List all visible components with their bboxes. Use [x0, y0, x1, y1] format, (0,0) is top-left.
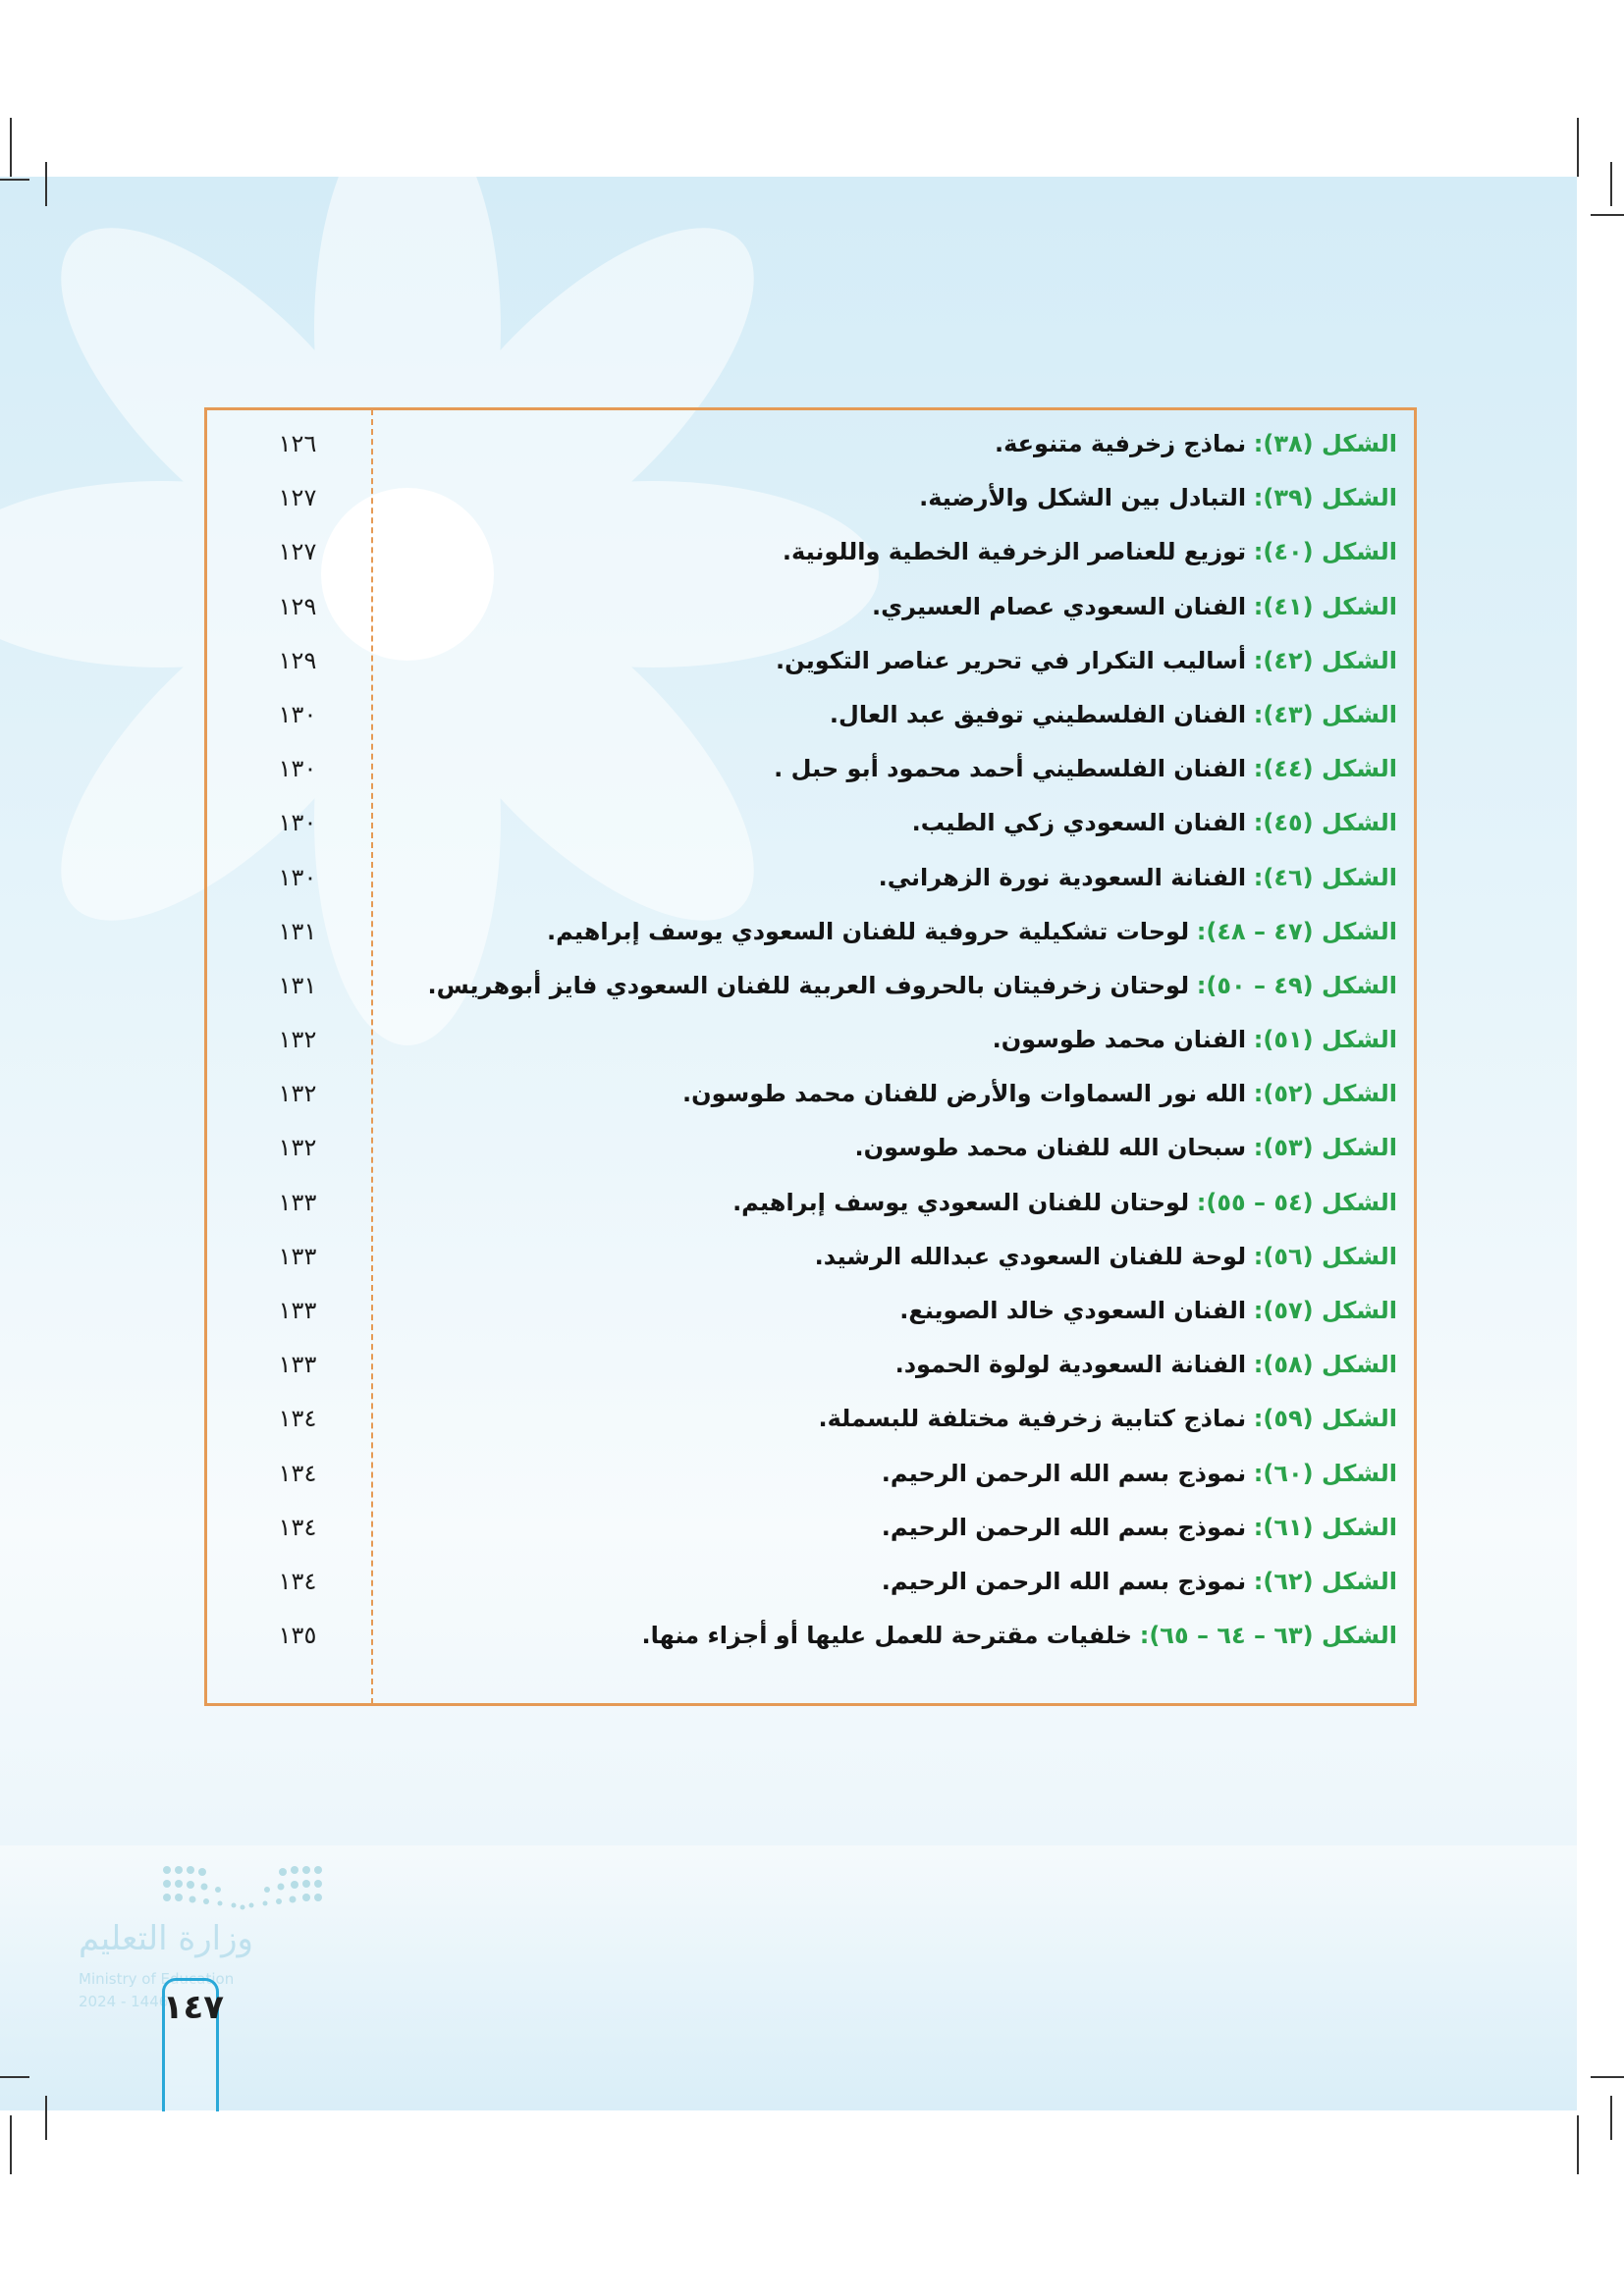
index-entry — [204, 1126, 1417, 1180]
figure-label: الشكل (٥٣): — [1253, 1134, 1397, 1162]
figure-page-number: ١٢٧ — [278, 484, 317, 512]
figure-label: الشكل (٤٢): — [1253, 646, 1397, 674]
index-entry — [204, 1614, 1417, 1668]
figure-description: سبحان الله للفنان محمد طوسون. — [854, 1134, 1247, 1162]
figure-label: الشكل (٦٣ – ٦٤ – ٦٥): — [1139, 1622, 1397, 1650]
figure-description: نماذج زخرفية متنوعة. — [994, 430, 1247, 457]
crop-mark — [10, 2115, 12, 2174]
figure-label: الشكل (٣٨): — [1253, 430, 1397, 457]
figure-description: التبادل بين الشكل والأرضية. — [919, 484, 1247, 512]
figure-description: نموذج بسم الله الرحمن الرحيم. — [881, 1567, 1247, 1595]
figure-page-number: ١٣٤ — [278, 1459, 317, 1487]
index-entry — [204, 1343, 1417, 1397]
index-entry — [204, 910, 1417, 964]
figure-label: الشكل (٦١): — [1253, 1513, 1397, 1541]
figure-description: الفنانة السعودية نورة الزهراني. — [878, 863, 1247, 891]
index-entry — [204, 1018, 1417, 1072]
figure-page-number: ١٣٢ — [278, 1134, 317, 1162]
figure-label: الشكل (٤٦): — [1253, 863, 1397, 891]
figure-description: أساليب التكرار في تحرير عناصر التكوين. — [776, 646, 1247, 674]
figure-description: لوحة للفنان السعودي عبدالله الرشيد. — [814, 1242, 1247, 1270]
figure-page-number: ١٣٤ — [278, 1567, 317, 1595]
index-entry — [204, 585, 1417, 639]
figure-label: الشكل (٤١): — [1253, 592, 1397, 620]
figure-description: الفنانة السعودية لولوة الحمود. — [894, 1351, 1247, 1379]
crop-mark — [0, 2076, 29, 2078]
page-number: ١٤٧ — [162, 1988, 224, 2027]
ministry-name-english: Ministry of Education — [79, 1970, 235, 1988]
figure-page-number: ١٢٧ — [278, 538, 317, 566]
figure-page-number: ١٣٣ — [278, 1297, 317, 1324]
figure-page-number: ١٣٣ — [278, 1242, 317, 1270]
figure-description: لوحتان زخرفيتان بالحروف العربية للفنان السعودي فايز أبوهريس. — [427, 971, 1190, 999]
index-entry — [204, 1289, 1417, 1343]
figure-description: خلفيات مقترحة للعمل عليها أو أجزاء منها. — [641, 1622, 1133, 1650]
figure-page-number: ١٣٢ — [278, 1080, 317, 1108]
crop-mark — [10, 118, 12, 177]
figure-description: نموذج بسم الله الرحمن الرحيم. — [881, 1459, 1247, 1487]
figures-index-list — [204, 422, 1417, 1668]
figure-label: الشكل (٥١): — [1253, 1026, 1397, 1054]
figure-label: الشكل (٥٨): — [1253, 1351, 1397, 1379]
figure-description: الفنان السعودي خالد الصوينع. — [899, 1297, 1247, 1324]
figure-description: توزيع للعناصر الزخرفية الخطية واللونية. — [782, 538, 1247, 566]
figure-description: الفنان الفلسطيني أحمد محمود أبو حبل . — [774, 755, 1247, 783]
figure-description: لوحتان للفنان السعودي يوسف إبراهيم. — [732, 1188, 1190, 1216]
index-entry — [204, 530, 1417, 584]
crop-mark — [45, 162, 47, 206]
index-entry — [204, 476, 1417, 530]
figure-page-number: ١٢٩ — [278, 646, 317, 674]
crop-mark — [1591, 214, 1624, 216]
figure-description: نموذج بسم الله الرحمن الرحيم. — [881, 1513, 1247, 1541]
index-entry — [204, 801, 1417, 855]
index-entry — [204, 856, 1417, 910]
crop-mark — [1610, 2096, 1612, 2140]
figure-page-number: ١٣٤ — [278, 1405, 317, 1433]
figure-description: نماذج كتابية زخرفية مختلفة للبسملة. — [818, 1405, 1247, 1433]
ministry-name-arabic: وزارة التعليم — [79, 1919, 253, 1958]
crop-mark — [45, 2096, 47, 2140]
index-entry — [204, 1181, 1417, 1235]
crop-mark — [1591, 2076, 1624, 2078]
figure-label: الشكل (٥٩): — [1253, 1405, 1397, 1433]
figure-label: الشكل (٣٩): — [1253, 484, 1397, 512]
figure-label: الشكل (٥٦): — [1253, 1242, 1397, 1270]
figure-page-number: ١٣٣ — [278, 1351, 317, 1379]
figure-page-number: ١٣٢ — [278, 1026, 317, 1054]
figure-description: الفنان السعودي زكي الطيب. — [911, 809, 1247, 837]
figure-page-number: ١٣٠ — [278, 863, 317, 891]
figure-page-number: ١٣٣ — [278, 1188, 317, 1216]
edition-year: 2024 - 1446 — [79, 1993, 169, 2010]
figure-page-number: ١٣٥ — [278, 1622, 317, 1650]
figure-page-number: ١٣١ — [278, 917, 317, 945]
figure-description: الله نور السماوات والأرض للفنان محمد طوسون. — [681, 1080, 1247, 1108]
index-entry — [204, 1397, 1417, 1451]
crop-mark — [1577, 118, 1579, 177]
figure-page-number: ١٣٠ — [278, 700, 317, 728]
logo-dots-icon — [159, 1860, 326, 1919]
index-entry — [204, 639, 1417, 693]
figure-label: الشكل (٦٠): — [1253, 1459, 1397, 1487]
index-entry — [204, 964, 1417, 1018]
crop-mark — [1610, 162, 1612, 206]
figure-label: الشكل (٥٧): — [1253, 1297, 1397, 1324]
figure-label: الشكل (٤٩ – ٥٠): — [1196, 971, 1397, 999]
figure-label: الشكل (٤٧ – ٤٨): — [1196, 917, 1397, 945]
index-entry — [204, 1560, 1417, 1614]
figure-label: الشكل (٤٠): — [1253, 538, 1397, 566]
crop-mark — [0, 179, 29, 181]
figure-description: لوحات تشكيلية حروفية للفنان السعودي يوسف إبراهيم. — [546, 917, 1190, 945]
figure-label: الشكل (٤٥): — [1253, 809, 1397, 837]
figure-description: الفنان الفلسطيني توفيق عبد العال. — [829, 700, 1247, 728]
figure-label: الشكل (٤٣): — [1253, 700, 1397, 728]
figure-page-number: ١٣٤ — [278, 1513, 317, 1541]
figure-description: الفنان السعودي عصام العسيري. — [871, 592, 1247, 620]
index-entry — [204, 422, 1417, 476]
index-entry — [204, 1235, 1417, 1289]
index-entry — [204, 747, 1417, 801]
index-entry — [204, 1506, 1417, 1560]
figure-label: الشكل (٥٢): — [1253, 1080, 1397, 1108]
index-entry — [204, 693, 1417, 747]
crop-mark — [1577, 2115, 1579, 2174]
figure-page-number: ١٢٩ — [278, 592, 317, 620]
figure-page-number: ١٣٠ — [278, 809, 317, 837]
index-entry — [204, 1452, 1417, 1506]
figure-page-number: ١٣٠ — [278, 755, 317, 783]
figure-label: الشكل (٤٤): — [1253, 755, 1397, 783]
figure-page-number: ١٣١ — [278, 971, 317, 999]
figure-label: الشكل (٥٤ – ٥٥): — [1196, 1188, 1397, 1216]
index-entry — [204, 1072, 1417, 1126]
figure-description: الفنان محمد طوسون. — [992, 1026, 1247, 1054]
figure-label: الشكل (٦٢): — [1253, 1567, 1397, 1595]
figure-page-number: ١٢٦ — [278, 430, 317, 457]
